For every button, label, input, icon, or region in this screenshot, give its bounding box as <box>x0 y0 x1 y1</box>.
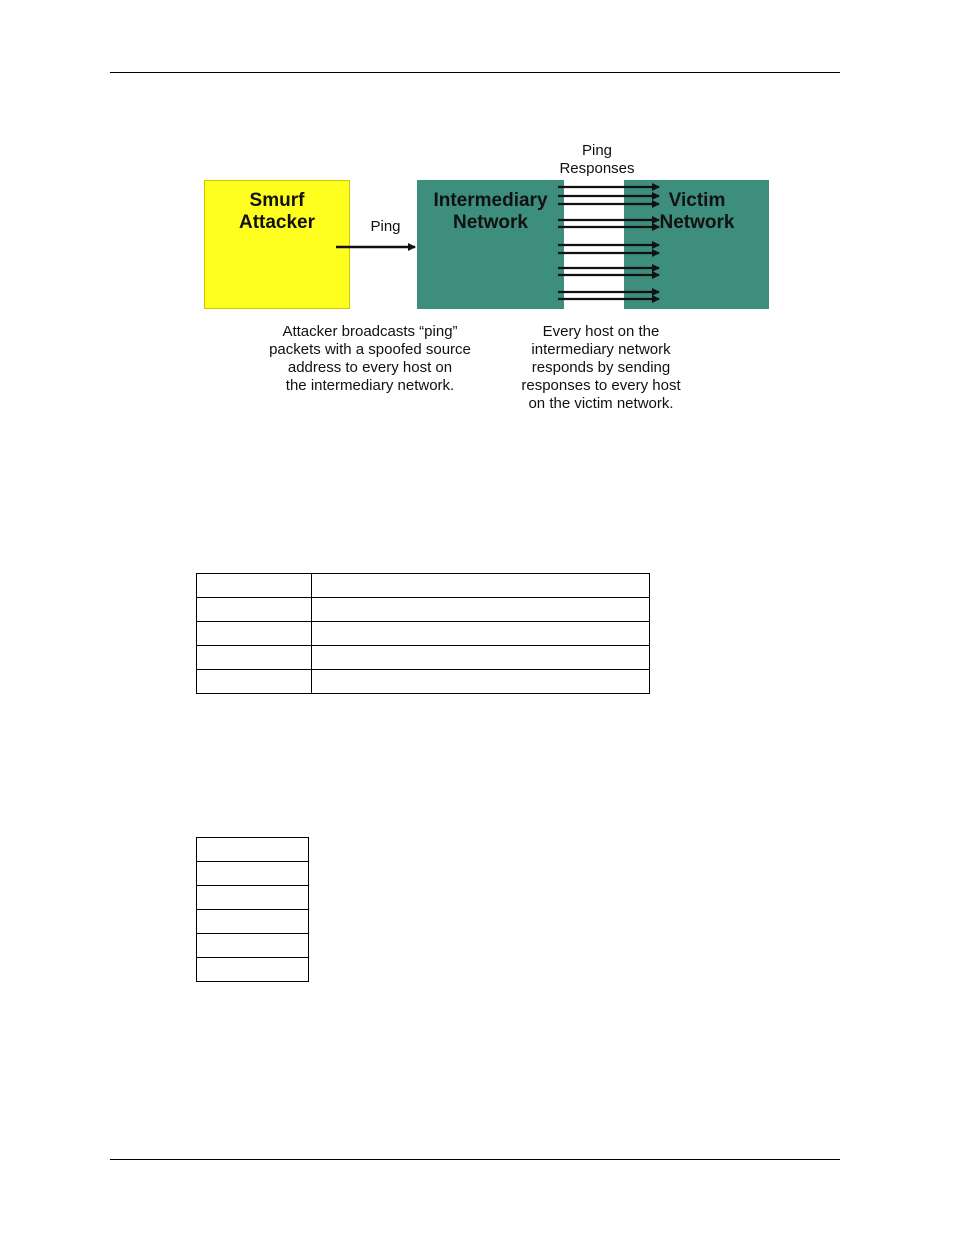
table-cell <box>312 646 650 670</box>
table-cell <box>197 622 312 646</box>
ping-responses-label: Ping Responses <box>559 142 635 177</box>
intermediary-network-label: Intermediary Network <box>433 190 548 233</box>
victim-network-label: Victim Network <box>659 190 735 233</box>
table-row <box>197 646 650 670</box>
table-row <box>197 862 309 886</box>
table-cell <box>197 886 309 910</box>
table-cell <box>197 958 309 982</box>
table-cell <box>197 838 309 862</box>
table-cell <box>197 574 312 598</box>
table-cell <box>197 862 309 886</box>
table-row <box>197 838 309 862</box>
table-2 <box>196 837 309 982</box>
table-row <box>197 670 650 694</box>
table-row <box>197 934 309 958</box>
table-row <box>197 598 650 622</box>
table-cell <box>197 934 309 958</box>
table-row <box>197 574 650 598</box>
header-rule <box>110 72 840 73</box>
table-1 <box>196 573 650 694</box>
table-row <box>197 622 650 646</box>
table-cell <box>312 670 650 694</box>
table-cell <box>197 646 312 670</box>
ping-label: Ping <box>370 218 401 235</box>
table-row <box>197 910 309 934</box>
smurf-attack-diagram <box>203 140 769 415</box>
table-cell <box>197 670 312 694</box>
smurf-attacker-label: Smurf Attacker <box>238 190 316 233</box>
table-cell <box>312 574 650 598</box>
footer-rule <box>110 1159 840 1160</box>
table-cell <box>312 598 650 622</box>
table-cell <box>197 598 312 622</box>
table-row <box>197 958 309 982</box>
attacker-caption: Attacker broadcasts “ping” packets with a spoofed source address to every host on the intermediary network. <box>269 323 471 394</box>
table-cell <box>312 622 650 646</box>
table-row <box>197 886 309 910</box>
table-cell <box>197 910 309 934</box>
intermediary-caption: Every host on the intermediary network responds by sending responses to every host on the victim network. <box>521 323 681 412</box>
